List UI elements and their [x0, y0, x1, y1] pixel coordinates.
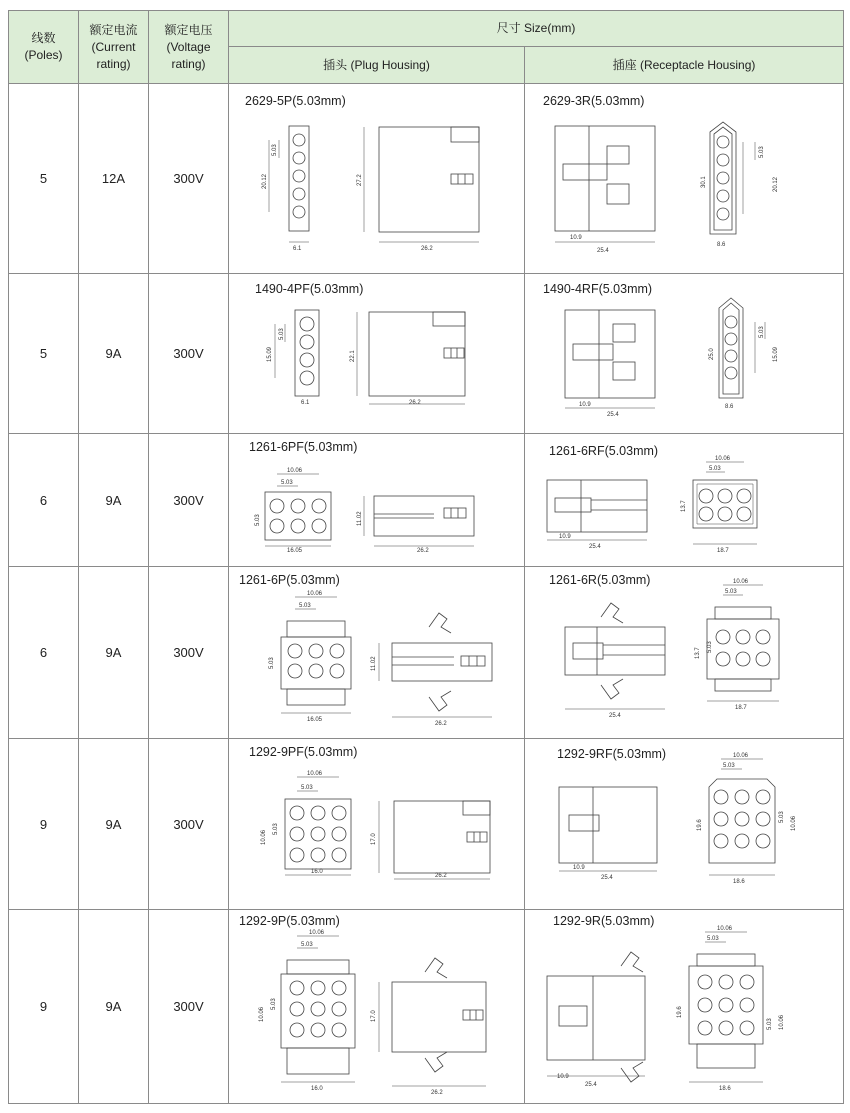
receptacle-cell — [525, 84, 844, 274]
table-row — [9, 434, 844, 567]
dim-label: 10.9 — [579, 402, 591, 408]
dim-label: 10.06 — [309, 930, 325, 936]
dim-label: 6.1 — [293, 246, 302, 252]
dim-label: 5.03 — [767, 1018, 773, 1030]
table-row — [9, 274, 844, 434]
poles-cell: 6 — [9, 567, 79, 739]
dim-label: 5.03 — [301, 942, 313, 948]
dim-label: 13.7 — [681, 500, 687, 512]
dim-label: 17.0 — [371, 1010, 377, 1022]
dim-label: 26.2 — [435, 721, 447, 727]
dim-label: 5.03 — [759, 146, 765, 158]
plug-model: 1292-9P(5.03mm) — [239, 914, 340, 928]
dim-label: 26.2 — [435, 873, 447, 879]
dim-label: 30.1 — [701, 176, 707, 188]
header-voltage: 额定电压 (Voltage rating) — [149, 11, 229, 84]
plug-model: 1261-6P(5.03mm) — [239, 573, 340, 587]
dim-label: 5.03 — [273, 823, 279, 835]
dim-label: 10.06 — [717, 926, 733, 932]
dim-label: 10.06 — [733, 579, 749, 585]
plug-cell — [229, 434, 525, 567]
receptacle-cell — [525, 434, 844, 567]
header-size: 尺寸 Size(mm) — [229, 11, 844, 47]
receptacle-drawing — [525, 739, 843, 910]
current-cell: 9A — [79, 910, 149, 1104]
table-row — [9, 739, 844, 910]
dim-label: 25.0 — [709, 348, 715, 360]
dim-label: 5.03 — [272, 144, 278, 156]
receptacle-drawing — [525, 567, 843, 739]
dim-label: 5.03 — [301, 785, 313, 791]
current-cell: 9A — [79, 567, 149, 739]
dim-label: 5.03 — [269, 657, 275, 669]
dim-label: 6.1 — [301, 400, 310, 406]
dim-label: 25.4 — [601, 875, 613, 881]
dim-label: 10.06 — [733, 753, 749, 759]
dim-label: 10.9 — [557, 1074, 569, 1080]
plug-model: 1490-4PF(5.03mm) — [255, 282, 364, 296]
connector-spec-table — [8, 10, 844, 1104]
dim-label: 27.2 — [357, 174, 363, 186]
plug-drawing — [229, 567, 524, 739]
plug-cell — [229, 910, 525, 1104]
dim-label: 5.03 — [709, 466, 721, 472]
dim-label: 15.09 — [267, 346, 273, 362]
plug-cell — [229, 274, 525, 434]
dim-label: 5.03 — [725, 589, 737, 595]
table-row — [9, 567, 844, 739]
dim-label: 5.03 — [255, 514, 261, 526]
dim-label: 20.12 — [262, 173, 268, 189]
header-plug: 插头 (Plug Housing) — [229, 47, 525, 84]
voltage-cell: 300V — [149, 910, 229, 1104]
plug-cell — [229, 739, 525, 910]
poles-cell: 6 — [9, 434, 79, 567]
receptacle-model: 1490-4RF(5.03mm) — [543, 282, 653, 296]
dim-label: 26.2 — [417, 548, 429, 554]
current-cell: 12A — [79, 84, 149, 274]
receptacle-cell — [525, 910, 844, 1104]
plug-drawing — [229, 274, 524, 434]
current-cell: 9A — [79, 434, 149, 567]
receptacle-model: 1261-6R(5.03mm) — [549, 573, 651, 587]
receptacle-model: 1261-6RF(5.03mm) — [549, 444, 659, 458]
dim-label: 26.2 — [409, 400, 421, 406]
voltage-cell: 300V — [149, 274, 229, 434]
receptacle-model: 1292-9R(5.03mm) — [553, 914, 655, 928]
table-row — [9, 910, 844, 1104]
dim-label: 10.06 — [307, 591, 323, 597]
voltage-cell: 300V — [149, 84, 229, 274]
dim-label: 19.6 — [697, 819, 703, 831]
voltage-cell: 300V — [149, 434, 229, 567]
dim-label: 5.03 — [779, 811, 785, 823]
plug-model: 1261-6PF(5.03mm) — [249, 440, 358, 454]
receptacle-cell — [525, 567, 844, 739]
dim-label: 10.06 — [791, 815, 797, 831]
plug-drawing — [229, 910, 524, 1104]
dim-label: 5.03 — [271, 998, 277, 1010]
dim-label: 18.6 — [733, 879, 745, 885]
plug-drawing — [229, 84, 524, 274]
dim-label: 8.6 — [725, 404, 734, 410]
plug-model: 1292-9PF(5.03mm) — [249, 745, 358, 759]
plug-cell — [229, 567, 525, 739]
receptacle-cell — [525, 739, 844, 910]
dim-label: 17.0 — [371, 833, 377, 845]
dim-label: 25.4 — [597, 248, 609, 254]
receptacle-drawing — [525, 274, 843, 434]
dim-label: 18.7 — [717, 548, 729, 554]
dim-label: 10.06 — [715, 456, 731, 462]
dim-label: 5.03 — [723, 763, 735, 769]
dim-label: 5.03 — [707, 936, 719, 942]
dim-label: 25.4 — [585, 1082, 597, 1088]
dim-label: 16.05 — [307, 717, 323, 723]
dim-label: 25.4 — [589, 544, 601, 550]
plug-drawing — [229, 434, 524, 567]
dim-label: 10.9 — [573, 865, 585, 871]
dim-label: 5.03 — [279, 328, 285, 340]
receptacle-cell — [525, 274, 844, 434]
voltage-cell: 300V — [149, 567, 229, 739]
dim-label: 10.06 — [779, 1014, 785, 1030]
dim-label: 16.0 — [311, 1086, 323, 1092]
dim-label: 25.4 — [607, 412, 619, 418]
dim-label: 16.05 — [287, 548, 303, 554]
poles-cell: 9 — [9, 910, 79, 1104]
dim-label: 18.6 — [719, 1086, 731, 1092]
dim-label: 10.9 — [570, 235, 582, 241]
dim-label: 11.02 — [371, 656, 377, 671]
dim-label: 16.0 — [311, 869, 323, 875]
plug-cell — [229, 84, 525, 274]
dim-label: 8.6 — [717, 242, 726, 248]
dim-label: 10.06 — [307, 771, 323, 777]
dim-label: 19.6 — [677, 1006, 683, 1018]
dim-label: 5.03 — [281, 480, 293, 486]
receptacle-model: 2629-3R(5.03mm) — [543, 94, 645, 108]
receptacle-drawing — [525, 434, 843, 567]
dim-label: 22.1 — [350, 350, 356, 362]
dim-label: 10.9 — [559, 534, 571, 540]
dim-label: 10.06 — [287, 468, 303, 474]
dim-label: 25.4 — [609, 713, 621, 719]
receptacle-drawing — [525, 910, 843, 1104]
current-cell: 9A — [79, 274, 149, 434]
dim-label: 13.7 — [695, 647, 701, 659]
dim-label: 10.06 — [259, 1006, 265, 1022]
dim-label: 15.09 — [773, 346, 779, 362]
plug-model: 2629-5P(5.03mm) — [245, 94, 346, 108]
poles-cell: 9 — [9, 739, 79, 910]
dim-label: 11.02 — [357, 511, 363, 526]
header-receptacle: 插座 (Receptacle Housing) — [525, 47, 844, 84]
poles-cell: 5 — [9, 274, 79, 434]
current-cell: 9A — [79, 739, 149, 910]
dim-label: 20.12 — [773, 176, 779, 192]
receptacle-model: 1292-9RF(5.03mm) — [557, 747, 667, 761]
dim-label: 5.03 — [299, 603, 311, 609]
dim-label: 10.06 — [261, 829, 267, 845]
poles-cell: 5 — [9, 84, 79, 274]
dim-label: 18.7 — [735, 705, 747, 711]
receptacle-drawing — [525, 84, 843, 274]
voltage-cell: 300V — [149, 739, 229, 910]
dim-label: 26.2 — [421, 246, 433, 252]
table-row — [9, 84, 844, 274]
plug-drawing — [229, 739, 524, 910]
dim-label: 5.03 — [707, 641, 713, 653]
dim-label: 26.2 — [431, 1090, 443, 1096]
header-current: 额定电流 (Current rating) — [79, 11, 149, 84]
header-poles: 线数 (Poles) — [9, 11, 79, 84]
dim-label: 5.03 — [759, 326, 765, 338]
